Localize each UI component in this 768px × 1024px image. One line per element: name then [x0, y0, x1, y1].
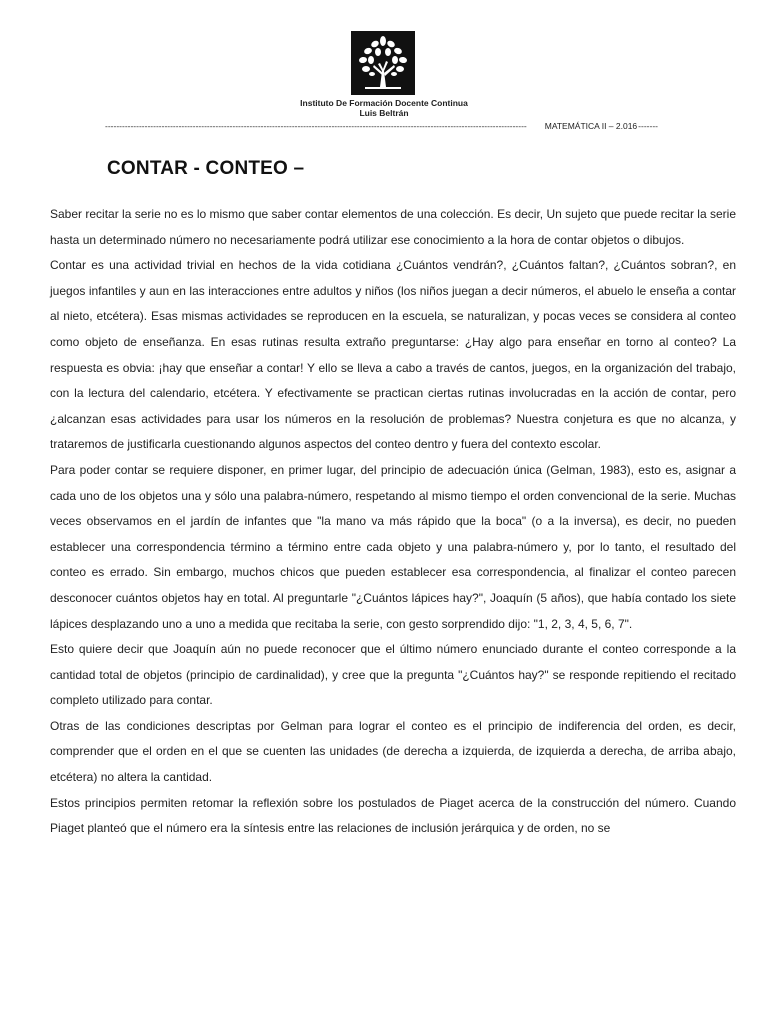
institution-name: Instituto De Formación Docente Continua	[300, 98, 468, 108]
header-rule	[105, 121, 658, 131]
paragraph: Contar es una actividad trivial en hechos de la vida cotidiana ¿Cuántos vendrán?, ¿Cuántos faltan?, ¿Cuántos sobran?, en juegos infantiles y aun en las interacciones entre adultos y niños (los niños juegan a decir números, el abuelo le enseña a contar al nieto, etcétera). Esas mismas actividades se reproducen en la escuela, se naturalizan, y pocas veces se considera al conteo como objeto de enseñanza. En esas rutinas resulta extraño preguntarse: ¿Hay algo para enseñar en torno al conteo? La respuesta es obvia: ¡hay que enseñar a contar! Y ello se lleva a cabo a través de cantos, juegos, en la organización del trabajo, con la lectura del calendario, etcétera. Y efectivamente se practican ciertas rutinas involucradas en la acción de contar, pero ¿alcanzan esas actividades para usar los números en la resolución de problemas? Nuestra conjetura es que no alcanza, y trataremos de justificarla cuestionando algunos aspectos del conteo dentro y fuera del contexto escolar.	[50, 258, 736, 452]
document-title: CONTAR - CONTEO –	[107, 158, 305, 179]
paragraph: Para poder contar se requiere disponer, en primer lugar, del principio de adecuación única (Gelman, 1983), esto es, asignar a cada uno de los objetos una y sólo una palabra-número, respetando al mismo tiempo el orden convencional de la serie. Muchas veces observamos en el jardín de infantes que "la mano va más rápido que la boca" (o a la inversa), es decir, no pueden establecer una correspondencia término a término entre cada objeto y una palabra-número y, por lo tanto, el resultado del conteo es errado. Sin embargo, muchos chicos que pueden establecer esa correspondencia, al finalizar el conteo parecen desconocer cuántos objetos hay en total. Al preguntarle "¿Cuántos lápices hay?", Joaquín (5 años), que había contado los siete lápices desplazando uno a uno a medida que recitaba la serie, con gesto sorprendido dijo: "1, 2, 3, 4, 5, 6, 7".	[50, 462, 736, 631]
paragraph: Esto quiere decir que Joaquín aún no puede reconocer que el último número enunciado durante el conteo corresponde a la cantidad total de objetos (principio de cardinalidad), y cree que la pregunta "¿Cuántos hay?" se responde repitiendo el recitado completo utilizado para contar.	[50, 642, 736, 708]
paragraph: Estos principios permiten retomar la reflexión sobre los postulados de Piaget acerca de la construcción del número. Cuando Piaget planteó que el número era la síntesis entre las relaciones de inclusión jerárquica y de orden, no se	[50, 795, 736, 836]
header-dash-fill: -----------------------------------------------------------------------------------------------------------------------------------------------------	[105, 121, 527, 131]
tree-logo-icon	[351, 31, 415, 95]
institution-logo	[351, 31, 415, 95]
paragraph: Saber recitar la serie no es lo mismo que saber contar elementos de una colección. Es decir, Un sujeto que puede recitar la serie hasta un determinado número no necesariamente podrá utilizar ese conocimiento a la hora de contar objetos o dibujos.	[50, 207, 736, 247]
paragraph: Otras de las condiciones descriptas por Gelman para lograr el conteo es el principio de indiferencia del orden, es decir, comprender que el orden en el que se cuenten las unidades (de derecha a izquierda, de izquierda a derecha, de arriba abajo, etcétera) no altera la cantidad.	[50, 718, 736, 785]
institution-place: Luis Beltrán	[359, 108, 409, 118]
document-body	[50, 202, 736, 842]
subject-label: MATEMÁTICA II – 2.016	[544, 121, 638, 131]
header-dash-tail: -------	[638, 121, 658, 131]
